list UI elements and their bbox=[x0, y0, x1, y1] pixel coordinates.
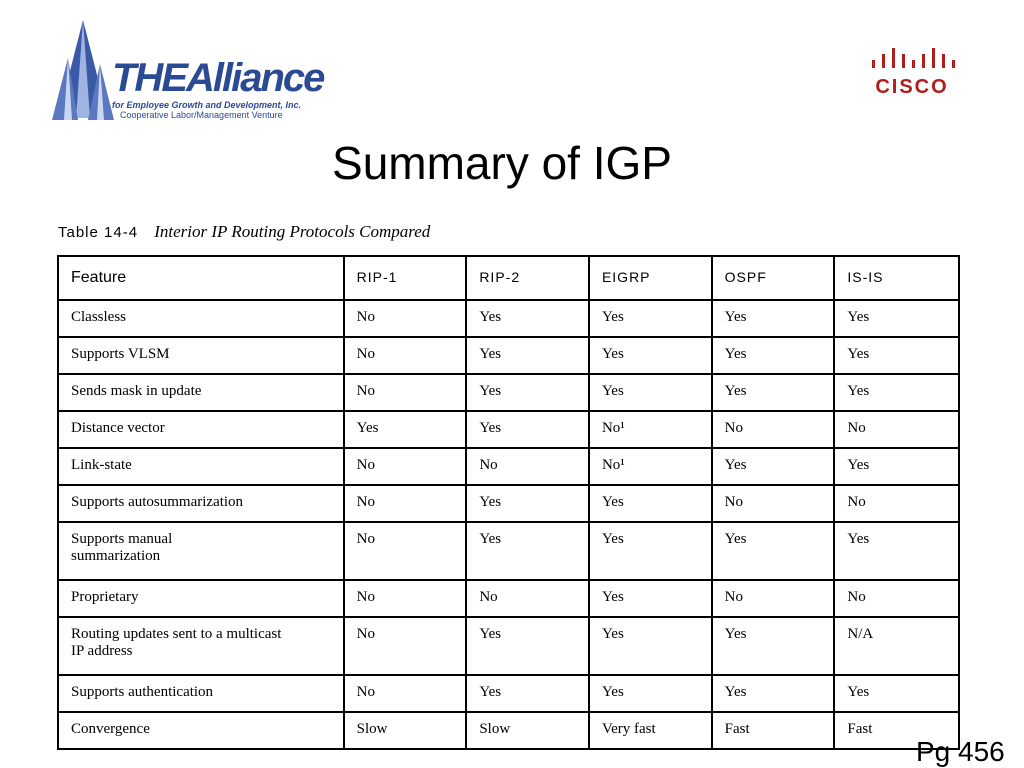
table-cell: No bbox=[344, 617, 467, 675]
header-cell: RIP-1 bbox=[344, 256, 467, 300]
table-cell: Yes bbox=[712, 300, 835, 337]
slide-title: Summary of IGP bbox=[332, 137, 672, 189]
table-cell: Yes bbox=[466, 485, 589, 522]
table-row bbox=[58, 617, 959, 675]
feature-cell: Distance vector bbox=[58, 411, 344, 448]
table-cell: No bbox=[344, 522, 467, 580]
feature-cell: Classless bbox=[58, 300, 344, 337]
header-cell: OSPF bbox=[712, 256, 835, 300]
table-cell: Yes bbox=[712, 374, 835, 411]
table-cell: No bbox=[466, 580, 589, 617]
table-cell: Yes bbox=[712, 337, 835, 374]
alliance-name: THEAlliance bbox=[112, 56, 324, 100]
feature-cell: Sends mask in update bbox=[58, 374, 344, 411]
table-cell: Yes bbox=[834, 522, 959, 580]
table-cell: No bbox=[712, 485, 835, 522]
feature-cell: Convergence bbox=[58, 712, 344, 749]
table-cell: Yes bbox=[589, 485, 712, 522]
alliance-text bbox=[112, 58, 323, 120]
table-cell: No bbox=[712, 411, 835, 448]
table-cell: No bbox=[834, 485, 959, 522]
table-cell: Yes bbox=[712, 617, 835, 675]
cisco-logo bbox=[868, 46, 958, 106]
table-row bbox=[58, 374, 959, 411]
feature-cell: Supports authentication bbox=[58, 675, 344, 712]
table-cell: Yes bbox=[589, 374, 712, 411]
table-row bbox=[58, 485, 959, 522]
table-cell: Yes bbox=[466, 675, 589, 712]
feature-cell: Link-state bbox=[58, 448, 344, 485]
table-cell: Yes bbox=[589, 337, 712, 374]
table-cell: Yes bbox=[589, 300, 712, 337]
header-cell: Feature bbox=[58, 256, 344, 300]
table-cell: Yes bbox=[712, 675, 835, 712]
header-cell: RIP-2 bbox=[466, 256, 589, 300]
table-cell: Slow bbox=[344, 712, 467, 749]
table-cell: No bbox=[834, 411, 959, 448]
table-cell: Yes bbox=[589, 675, 712, 712]
table-cell: Yes bbox=[834, 300, 959, 337]
table-cell: Yes bbox=[466, 337, 589, 374]
cisco-bars-icon bbox=[868, 46, 958, 74]
table-cell: Very fast bbox=[589, 712, 712, 749]
feature-cell: Routing updates sent to a multicast IP address bbox=[58, 617, 344, 675]
table-cell: No bbox=[344, 485, 467, 522]
table-cell: Yes bbox=[834, 374, 959, 411]
table-cell: Yes bbox=[589, 617, 712, 675]
table-row bbox=[58, 448, 959, 485]
table-cell: Fast bbox=[712, 712, 835, 749]
table-cell: No bbox=[344, 675, 467, 712]
table-cell: No bbox=[834, 580, 959, 617]
table-row bbox=[58, 337, 959, 374]
header-cell: EIGRP bbox=[589, 256, 712, 300]
table-row bbox=[58, 580, 959, 617]
table-row bbox=[58, 675, 959, 712]
table-row bbox=[58, 522, 959, 580]
alliance-tagline: for Employee Growth and Development, Inc. bbox=[112, 100, 302, 110]
table-cell: No¹ bbox=[589, 448, 712, 485]
table-cell: Yes bbox=[712, 522, 835, 580]
table-cell: No bbox=[712, 580, 835, 617]
feature-cell: Supports manual summarization bbox=[58, 522, 344, 580]
header-cell: IS-IS bbox=[834, 256, 959, 300]
table-cell: No bbox=[344, 448, 467, 485]
feature-cell: Supports autosummarization bbox=[58, 485, 344, 522]
table-cell: N/A bbox=[834, 617, 959, 675]
table-cell: Yes bbox=[466, 300, 589, 337]
table-cell: No bbox=[344, 337, 467, 374]
mountain-logo-icon bbox=[48, 18, 118, 128]
table-cell: Yes bbox=[712, 448, 835, 485]
table-cell: No bbox=[344, 300, 467, 337]
table-cell: Slow bbox=[466, 712, 589, 749]
table-cell: No bbox=[344, 374, 467, 411]
page-number: Pg 456 bbox=[916, 736, 1005, 767]
table-cell: Yes bbox=[834, 448, 959, 485]
table-cell: Fast bbox=[834, 712, 959, 749]
table-title: Interior IP Routing Protocols Compared bbox=[154, 222, 431, 241]
table-cell: Yes bbox=[466, 374, 589, 411]
feature-cell: Proprietary bbox=[58, 580, 344, 617]
table-row bbox=[58, 300, 959, 337]
table-cell: Yes bbox=[466, 522, 589, 580]
table-cell: No¹ bbox=[589, 411, 712, 448]
comparison-table bbox=[57, 255, 960, 750]
alliance-subtitle: Cooperative Labor/Management Venture bbox=[120, 110, 283, 120]
feature-cell: Supports VLSM bbox=[58, 337, 344, 374]
table-cell: No bbox=[466, 448, 589, 485]
table-cell: Yes bbox=[834, 675, 959, 712]
table-cell: Yes bbox=[834, 337, 959, 374]
table-cell: Yes bbox=[589, 580, 712, 617]
table-cell: Yes bbox=[589, 522, 712, 580]
table-header-row bbox=[58, 256, 959, 300]
table-row bbox=[58, 411, 959, 448]
table-cell: Yes bbox=[466, 411, 589, 448]
table-number: Table 14-4 bbox=[58, 224, 139, 241]
cisco-wordmark: CISCO bbox=[875, 76, 949, 98]
table-cell: No bbox=[344, 580, 467, 617]
table-cell: Yes bbox=[344, 411, 467, 448]
table-cell: Yes bbox=[466, 617, 589, 675]
table-caption bbox=[58, 222, 430, 242]
table-row bbox=[58, 712, 959, 749]
